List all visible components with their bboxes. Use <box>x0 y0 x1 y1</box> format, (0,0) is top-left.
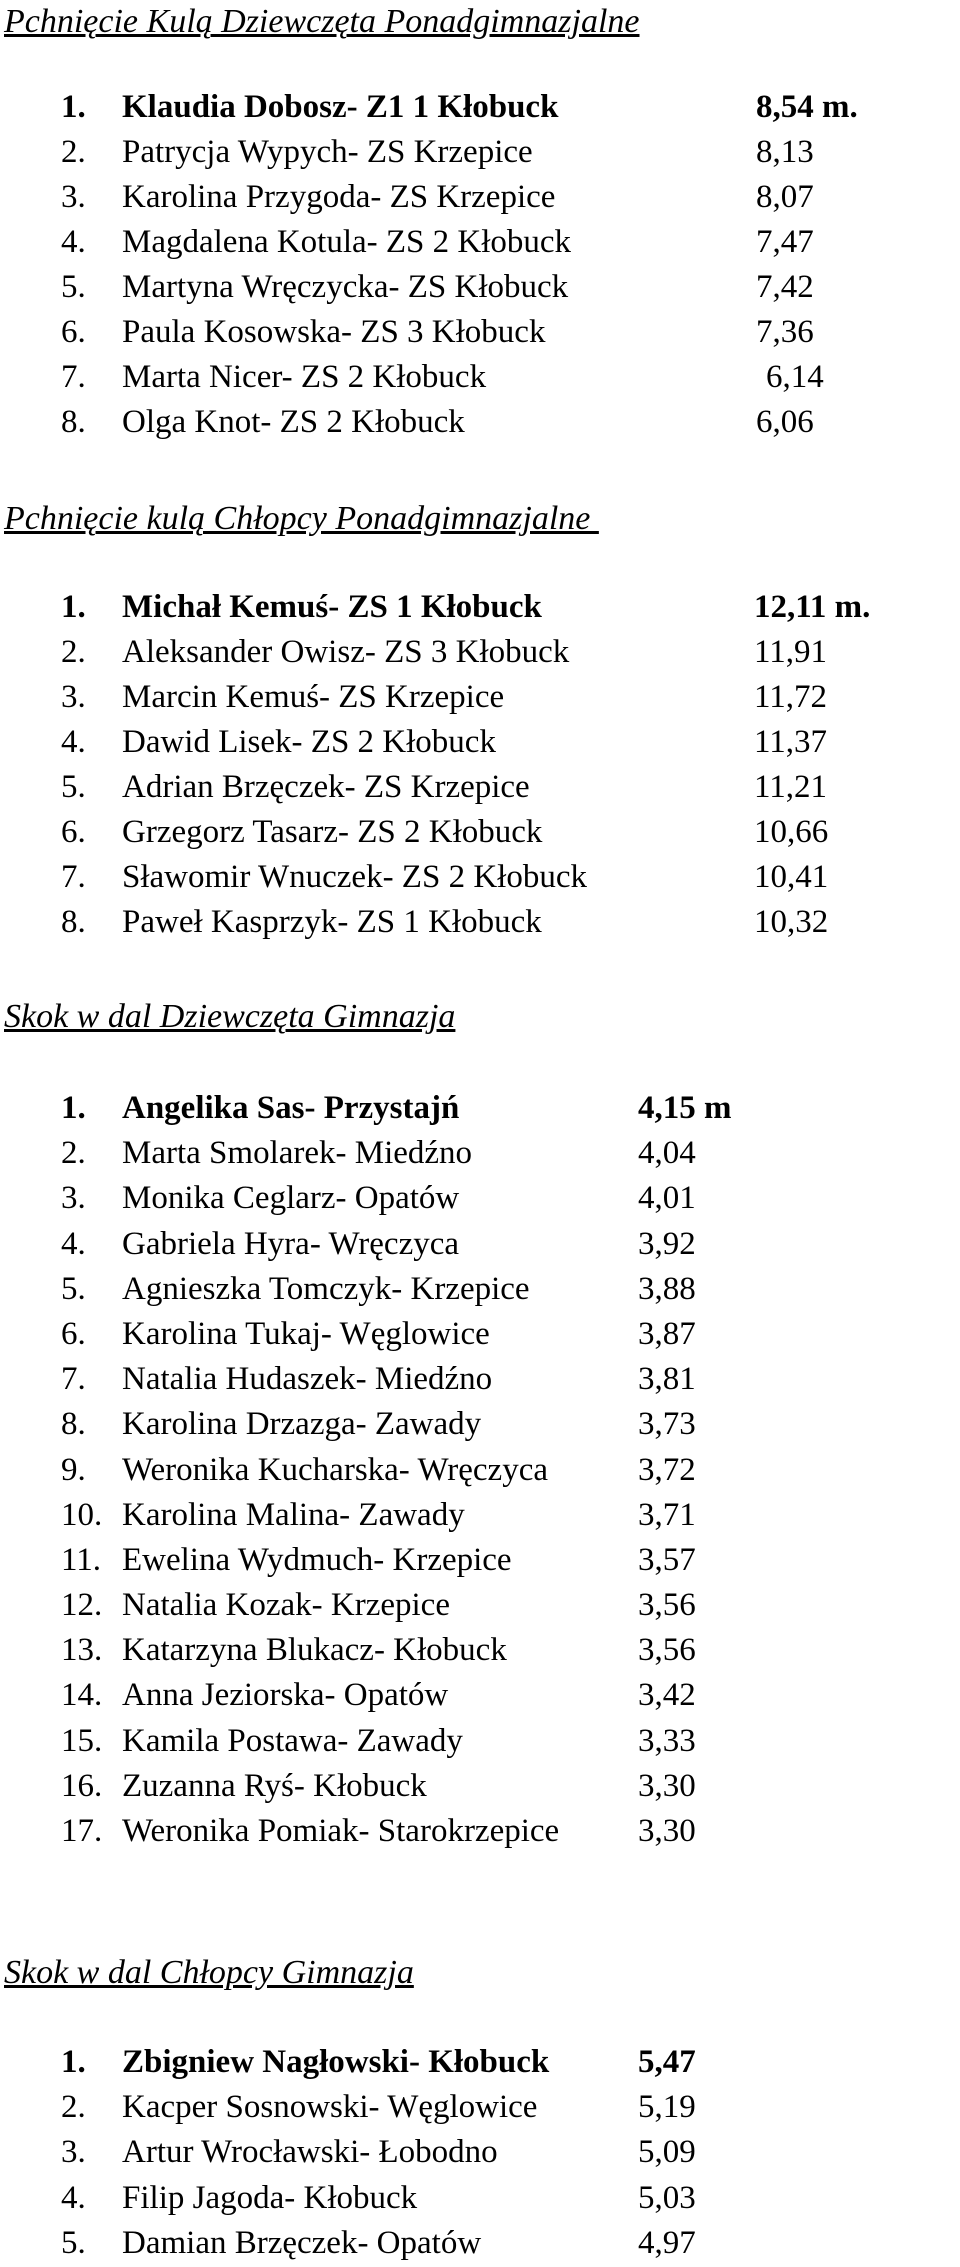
result-rank: 10. <box>61 1497 103 1533</box>
result-score: 5,47 <box>638 2044 696 2080</box>
result-score: 3,57 <box>638 1542 696 1578</box>
result-rank: 8. <box>61 1406 86 1442</box>
result-athlete: Marta Smolarek- Miedźno <box>122 1135 473 1171</box>
result-rank: 7. <box>61 359 86 395</box>
result-score: 8,54 m. <box>756 89 858 125</box>
result-score: 11,21 <box>754 769 828 805</box>
result-athlete: Kamila Postawa- Zawady <box>122 1723 463 1759</box>
result-rank: 1. <box>61 2044 86 2080</box>
result-score: 3,33 <box>638 1723 696 1759</box>
result-score: 7,42 <box>756 269 814 305</box>
result-rank: 11. <box>61 1542 102 1578</box>
result-athlete: Marta Nicer- ZS 2 Kłobuck <box>122 359 487 395</box>
section-heading: Skok w dal Dziewczęta Gimnazja <box>4 998 456 1035</box>
section-heading: Pchnięcie Kulą Dziewczęta Ponadgimnazjalne <box>4 3 640 40</box>
result-athlete: Klaudia Dobosz- Z1 1 Kłobuck <box>122 89 559 125</box>
result-rank: 5. <box>61 269 86 305</box>
result-rank: 14. <box>61 1677 103 1713</box>
result-athlete: Karolina Drzazga- Zawady <box>122 1406 482 1442</box>
result-score: 3,88 <box>638 1271 696 1307</box>
result-rank: 6. <box>61 814 86 850</box>
result-athlete: Zuzanna Ryś- Kłobuck <box>122 1768 427 1804</box>
result-score: 10,32 <box>754 904 829 940</box>
result-athlete: Martyna Wręczycka- ZS Kłobuck <box>122 269 569 305</box>
result-rank: 17. <box>61 1813 103 1849</box>
result-athlete: Magdalena Kotula- ZS 2 Kłobuck <box>122 224 572 260</box>
result-score: 8,13 <box>756 134 814 170</box>
result-score: 3,30 <box>638 1768 696 1804</box>
result-score: 11,72 <box>754 679 828 715</box>
result-rank: 4. <box>61 724 86 760</box>
result-score: 12,11 m. <box>754 589 871 625</box>
result-rank: 2. <box>61 2089 86 2125</box>
result-rank: 8. <box>61 904 86 940</box>
result-rank: 6. <box>61 1316 86 1352</box>
result-rank: 4. <box>61 224 86 260</box>
result-score: 3,56 <box>638 1587 696 1623</box>
result-athlete: Karolina Przygoda- ZS Krzepice <box>122 179 556 215</box>
result-athlete: Angelika Sas- Przystajń <box>122 1090 460 1126</box>
result-rank: 3. <box>61 679 86 715</box>
result-score: 3,92 <box>638 1226 696 1262</box>
result-rank: 3. <box>61 179 86 215</box>
result-athlete: Katarzyna Blukacz- Kłobuck <box>122 1632 507 1668</box>
result-rank: 5. <box>61 2225 86 2261</box>
result-score: 3,56 <box>638 1632 696 1668</box>
result-score: 11,37 <box>754 724 828 760</box>
result-athlete: Michał Kemuś- ZS 1 Kłobuck <box>122 589 542 625</box>
result-rank: 5. <box>61 1271 86 1307</box>
result-athlete: Anna Jeziorska- Opatów <box>122 1677 449 1713</box>
result-athlete: Ewelina Wydmuch- Krzepice <box>122 1542 512 1578</box>
result-rank: 8. <box>61 404 86 440</box>
result-rank: 3. <box>61 2134 86 2170</box>
result-rank: 7. <box>61 1361 86 1397</box>
result-rank: 1. <box>61 89 86 125</box>
result-rank: 1. <box>61 589 86 625</box>
result-athlete: Monika Ceglarz- Opatów <box>122 1180 460 1216</box>
result-score: 6,06 <box>756 404 814 440</box>
result-rank: 12. <box>61 1587 103 1623</box>
result-athlete: Kacper Sosnowski- Węglowice <box>122 2089 538 2125</box>
result-rank: 15. <box>61 1723 103 1759</box>
result-athlete: Agnieszka Tomczyk- Krzepice <box>122 1271 530 1307</box>
result-rank: 2. <box>61 634 86 670</box>
section-heading: Skok w dal Chłopcy Gimnazja <box>4 1954 414 1991</box>
result-athlete: Grzegorz Tasarz- ZS 2 Kłobuck <box>122 814 543 850</box>
result-score: 3,71 <box>638 1497 696 1533</box>
result-athlete: Paweł Kasprzyk- ZS 1 Kłobuck <box>122 904 542 940</box>
result-athlete: Artur Wrocławski- Łobodno <box>122 2134 498 2170</box>
result-score: 8,07 <box>756 179 814 215</box>
result-athlete: Weronika Pomiak- Starokrzepice <box>122 1813 560 1849</box>
result-score: 4,01 <box>638 1180 696 1216</box>
result-score: 3,73 <box>638 1406 696 1442</box>
result-rank: 1. <box>61 1090 86 1126</box>
result-athlete: Damian Brzęczek- Opatów <box>122 2225 482 2261</box>
result-score: 4,15 m <box>638 1090 732 1126</box>
result-athlete: Karolina Tukaj- Węglowice <box>122 1316 490 1352</box>
result-athlete: Marcin Kemuś- ZS Krzepice <box>122 679 505 715</box>
result-rank: 6. <box>61 314 86 350</box>
result-athlete: Natalia Hudaszek- Miedźno <box>122 1361 493 1397</box>
result-score: 5,09 <box>638 2134 696 2170</box>
result-athlete: Weronika Kucharska- Wręczyca <box>122 1452 549 1488</box>
result-athlete: Aleksander Owisz- ZS 3 Kłobuck <box>122 634 570 670</box>
result-athlete: Paula Kosowska- ZS 3 Kłobuck <box>122 314 546 350</box>
result-score: 3,81 <box>638 1361 696 1397</box>
result-athlete: Sławomir Wnuczek- ZS 2 Kłobuck <box>122 859 587 895</box>
result-rank: 2. <box>61 1135 86 1171</box>
result-score: 3,42 <box>638 1677 696 1713</box>
result-score: 10,41 <box>754 859 829 895</box>
result-score: 3,72 <box>638 1452 696 1488</box>
result-rank: 7. <box>61 859 86 895</box>
result-athlete: Patrycja Wypych- ZS Krzepice <box>122 134 533 170</box>
result-rank: 5. <box>61 769 86 805</box>
result-score: 7,47 <box>756 224 814 260</box>
result-rank: 9. <box>61 1452 86 1488</box>
result-rank: 2. <box>61 134 86 170</box>
section-heading: Pchnięcie kulą Chłopcy Ponadgimnazjalne <box>4 500 599 537</box>
result-athlete: Dawid Lisek- ZS 2 Kłobuck <box>122 724 496 760</box>
result-score: 11,91 <box>754 634 828 670</box>
result-score: 3,87 <box>638 1316 696 1352</box>
result-rank: 13. <box>61 1632 103 1668</box>
result-rank: 3. <box>61 1180 86 1216</box>
result-score: 3,30 <box>638 1813 696 1849</box>
result-athlete: Karolina Malina- Zawady <box>122 1497 465 1533</box>
result-rank: 4. <box>61 1226 86 1262</box>
result-score: 10,66 <box>754 814 829 850</box>
result-athlete: Natalia Kozak- Krzepice <box>122 1587 450 1623</box>
result-rank: 16. <box>61 1768 103 1804</box>
result-athlete: Olga Knot- ZS 2 Kłobuck <box>122 404 465 440</box>
result-score: 5,03 <box>638 2180 696 2216</box>
result-score: 4,04 <box>638 1135 696 1171</box>
result-score: 7,36 <box>756 314 814 350</box>
result-rank: 4. <box>61 2180 86 2216</box>
result-athlete: Adrian Brzęczek- ZS Krzepice <box>122 769 530 805</box>
result-athlete: Zbigniew Nagłowski- Kłobuck <box>122 2044 550 2080</box>
result-athlete: Filip Jagoda- Kłobuck <box>122 2180 418 2216</box>
result-score: 6,14 <box>766 359 824 395</box>
result-score: 4,97 <box>638 2225 696 2261</box>
result-score: 5,19 <box>638 2089 696 2125</box>
result-athlete: Gabriela Hyra- Wręczyca <box>122 1226 460 1262</box>
